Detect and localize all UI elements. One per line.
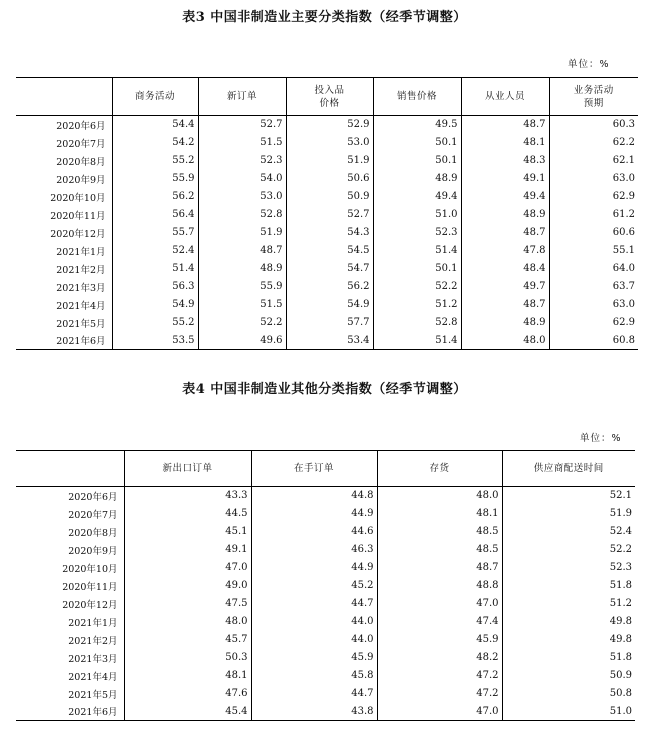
table-cell: 47.2 bbox=[377, 667, 502, 685]
table-cell: 56.3 bbox=[112, 278, 198, 296]
table-cell: 48.7 bbox=[461, 296, 549, 314]
table-cell: 45.7 bbox=[124, 631, 251, 649]
table-cell: 54.9 bbox=[286, 296, 373, 314]
table-row bbox=[16, 260, 638, 278]
table-cell: 48.0 bbox=[124, 613, 251, 631]
table-cell: 48.2 bbox=[377, 649, 502, 667]
table-cell: 50.3 bbox=[124, 649, 251, 667]
table-cell: 60.3 bbox=[549, 116, 638, 134]
row-month-label: 2021年2月 bbox=[56, 264, 106, 276]
table-row bbox=[16, 631, 635, 649]
row-month-label: 2020年10月 bbox=[62, 563, 118, 575]
table-cell: 43.8 bbox=[251, 703, 377, 721]
table-cell: 62.1 bbox=[549, 152, 638, 170]
table-cell: 48.7 bbox=[198, 242, 286, 260]
table-cell: 52.4 bbox=[112, 242, 198, 260]
table-cell: 51.9 bbox=[286, 152, 373, 170]
table-row bbox=[16, 703, 635, 721]
row-month-label: 2021年2月 bbox=[68, 635, 118, 647]
table-cell: 62.9 bbox=[549, 314, 638, 332]
table3-header-6-line1: 业务活动 bbox=[573, 84, 614, 96]
row-month-label: 2020年11月 bbox=[50, 210, 106, 222]
table-cell: 48.1 bbox=[461, 134, 549, 152]
table-row bbox=[16, 685, 635, 703]
table3-header-5-line1: 从业人员 bbox=[484, 91, 525, 102]
table-cell: 47.0 bbox=[124, 559, 251, 577]
table4-header-2 bbox=[251, 451, 377, 487]
table-cell: 51.4 bbox=[112, 260, 198, 278]
row-month-label: 2021年4月 bbox=[56, 300, 106, 312]
table-cell: 49.8 bbox=[502, 613, 635, 631]
table-cell: 48.0 bbox=[377, 487, 502, 505]
table4-header-3 bbox=[377, 451, 502, 487]
table-cell: 49.4 bbox=[373, 188, 461, 206]
table-row bbox=[16, 314, 638, 332]
table-cell: 53.0 bbox=[286, 134, 373, 152]
table4-header-4-line1: 供应商配送时间 bbox=[533, 463, 604, 474]
table-cell: 52.3 bbox=[373, 224, 461, 242]
row-month-label: 2021年5月 bbox=[68, 689, 118, 701]
table-cell: 44.0 bbox=[251, 631, 377, 649]
table-cell: 45.9 bbox=[377, 631, 502, 649]
table-cell: 55.2 bbox=[112, 152, 198, 170]
table-cell: 52.3 bbox=[198, 152, 286, 170]
table-cell: 48.7 bbox=[461, 116, 549, 134]
table-cell: 62.2 bbox=[549, 134, 638, 152]
table-row bbox=[16, 242, 638, 260]
row-month-label: 2020年10月 bbox=[50, 192, 106, 204]
table-cell: 50.1 bbox=[373, 260, 461, 278]
table-cell: 52.3 bbox=[502, 559, 635, 577]
table-cell: 44.9 bbox=[251, 559, 377, 577]
table3-unit: 单位：% bbox=[568, 59, 610, 70]
table-row bbox=[16, 523, 635, 541]
table-row bbox=[16, 649, 635, 667]
table-cell: 47.8 bbox=[461, 242, 549, 260]
table-cell: 54.0 bbox=[198, 170, 286, 188]
table3-header-3 bbox=[286, 78, 373, 116]
table-cell: 57.7 bbox=[286, 314, 373, 332]
table-cell: 52.2 bbox=[198, 314, 286, 332]
table3-header-1-line1: 商务活动 bbox=[134, 91, 175, 102]
table-cell: 52.7 bbox=[198, 116, 286, 134]
table-cell: 51.5 bbox=[198, 296, 286, 314]
table-cell: 51.0 bbox=[373, 206, 461, 224]
table-cell: 45.9 bbox=[251, 649, 377, 667]
table-cell: 46.3 bbox=[251, 541, 377, 559]
table-row bbox=[16, 613, 635, 631]
table-row bbox=[16, 296, 638, 314]
table4-unit: 单位：% bbox=[580, 433, 622, 444]
table-row bbox=[16, 559, 635, 577]
table-row bbox=[16, 206, 638, 224]
table-cell: 51.8 bbox=[502, 577, 635, 595]
table-cell: 63.0 bbox=[549, 170, 638, 188]
table-cell: 44.8 bbox=[251, 487, 377, 505]
table-cell: 44.0 bbox=[251, 613, 377, 631]
table-cell: 52.8 bbox=[198, 206, 286, 224]
table-cell: 47.0 bbox=[377, 595, 502, 613]
table3-header-0 bbox=[16, 78, 112, 116]
table4-header-3-line1: 存货 bbox=[429, 463, 450, 474]
table-cell: 48.8 bbox=[377, 577, 502, 595]
table3-header-1 bbox=[112, 78, 198, 116]
row-month-label: 2020年7月 bbox=[56, 138, 106, 150]
row-month-label: 2020年8月 bbox=[68, 527, 118, 539]
table-row bbox=[16, 134, 638, 152]
table-row bbox=[16, 577, 635, 595]
row-month-label: 2020年6月 bbox=[68, 491, 118, 503]
table-cell: 61.2 bbox=[549, 206, 638, 224]
table-cell: 44.9 bbox=[251, 505, 377, 523]
table4-header-1-line1: 新出口订单 bbox=[162, 463, 213, 474]
table-cell: 54.2 bbox=[112, 134, 198, 152]
table-cell: 45.2 bbox=[251, 577, 377, 595]
table-cell: 63.0 bbox=[549, 296, 638, 314]
table-cell: 49.4 bbox=[461, 188, 549, 206]
table-cell: 56.4 bbox=[112, 206, 198, 224]
table-cell: 48.4 bbox=[461, 260, 549, 278]
table-cell: 48.5 bbox=[377, 541, 502, 559]
row-month-label: 2020年9月 bbox=[68, 545, 118, 557]
table3-title: 表3 中国非制造业主要分类指数（经季节调整） bbox=[182, 10, 467, 25]
table-cell: 48.9 bbox=[373, 170, 461, 188]
table-cell: 51.4 bbox=[373, 242, 461, 260]
table-cell: 50.9 bbox=[286, 188, 373, 206]
table-cell: 48.9 bbox=[461, 206, 549, 224]
table-row bbox=[16, 541, 635, 559]
table-cell: 60.6 bbox=[549, 224, 638, 242]
row-month-label: 2021年6月 bbox=[16, 703, 124, 721]
table-row bbox=[16, 170, 638, 188]
table-cell: 54.3 bbox=[286, 224, 373, 242]
table-cell: 48.3 bbox=[461, 152, 549, 170]
table-cell: 51.9 bbox=[502, 505, 635, 523]
table-cell: 51.2 bbox=[373, 296, 461, 314]
row-month-label: 2020年11月 bbox=[62, 581, 118, 593]
table-cell: 47.2 bbox=[377, 685, 502, 703]
table-cell: 49.5 bbox=[373, 116, 461, 134]
table-cell: 51.2 bbox=[502, 595, 635, 613]
table-cell: 44.5 bbox=[124, 505, 251, 523]
table-cell: 54.9 bbox=[112, 296, 198, 314]
table-cell: 43.3 bbox=[124, 487, 251, 505]
table-row bbox=[16, 595, 635, 613]
table4-header-4 bbox=[502, 451, 635, 487]
table-cell: 51.5 bbox=[198, 134, 286, 152]
table-cell: 49.6 bbox=[198, 332, 286, 350]
table-cell: 48.7 bbox=[461, 224, 549, 242]
table-cell: 53.0 bbox=[198, 188, 286, 206]
table-cell: 54.4 bbox=[112, 116, 198, 134]
table-row bbox=[16, 278, 638, 296]
table3-header-6-line2: 预期 bbox=[583, 97, 604, 109]
table-cell: 62.9 bbox=[549, 188, 638, 206]
table-cell: 44.7 bbox=[251, 685, 377, 703]
table-cell: 54.7 bbox=[286, 260, 373, 278]
table-cell: 55.9 bbox=[112, 170, 198, 188]
table-cell: 49.1 bbox=[124, 541, 251, 559]
table-cell: 63.7 bbox=[549, 278, 638, 296]
table-cell: 48.9 bbox=[461, 314, 549, 332]
row-month-label: 2020年12月 bbox=[62, 599, 118, 611]
table4-header-1 bbox=[124, 451, 251, 487]
table-cell: 48.7 bbox=[377, 559, 502, 577]
row-month-label: 2021年1月 bbox=[56, 246, 106, 258]
row-month-label: 2021年1月 bbox=[68, 617, 118, 629]
table-cell: 48.9 bbox=[198, 260, 286, 278]
table3-header-5 bbox=[461, 78, 549, 116]
table-cell: 51.9 bbox=[198, 224, 286, 242]
table-cell: 49.8 bbox=[502, 631, 635, 649]
row-month-label: 2021年6月 bbox=[16, 332, 112, 350]
table-row bbox=[16, 667, 635, 685]
table-cell: 50.6 bbox=[286, 170, 373, 188]
row-month-label: 2021年4月 bbox=[68, 671, 118, 683]
table-cell: 52.4 bbox=[502, 523, 635, 541]
table3-header-3-line1: 投入品 bbox=[314, 84, 345, 96]
table3-header-4-line1: 销售价格 bbox=[396, 91, 437, 102]
table-cell: 49.7 bbox=[461, 278, 549, 296]
table3-header-6 bbox=[549, 78, 638, 116]
table-cell: 44.7 bbox=[251, 595, 377, 613]
table3-header-2-line1: 新订单 bbox=[226, 91, 257, 102]
table-cell: 51.4 bbox=[373, 332, 461, 350]
table-cell: 52.1 bbox=[502, 487, 635, 505]
table-row bbox=[16, 487, 635, 505]
table-cell: 47.4 bbox=[377, 613, 502, 631]
table-cell: 55.9 bbox=[198, 278, 286, 296]
table-cell: 47.5 bbox=[124, 595, 251, 613]
row-month-label: 2020年8月 bbox=[56, 156, 106, 168]
table-cell: 51.8 bbox=[502, 649, 635, 667]
table-cell: 45.1 bbox=[124, 523, 251, 541]
table3 bbox=[16, 77, 638, 350]
row-month-label: 2021年3月 bbox=[68, 653, 118, 665]
table-row bbox=[16, 224, 638, 242]
row-month-label: 2020年7月 bbox=[68, 509, 118, 521]
table-cell: 45.4 bbox=[124, 703, 251, 721]
table-cell: 51.0 bbox=[502, 703, 635, 721]
table-cell: 49.0 bbox=[124, 577, 251, 595]
table-cell: 47.0 bbox=[377, 703, 502, 721]
table-cell: 50.9 bbox=[502, 667, 635, 685]
table-cell: 64.0 bbox=[549, 260, 638, 278]
table-cell: 60.8 bbox=[549, 332, 638, 350]
table-cell: 48.1 bbox=[377, 505, 502, 523]
table-row bbox=[16, 116, 638, 134]
table-cell: 45.8 bbox=[251, 667, 377, 685]
table-cell: 52.7 bbox=[286, 206, 373, 224]
table-cell: 44.6 bbox=[251, 523, 377, 541]
table3-header-3-line2: 价格 bbox=[319, 97, 340, 109]
row-month-label: 2020年6月 bbox=[56, 120, 106, 132]
table-row bbox=[16, 152, 638, 170]
row-month-label: 2021年3月 bbox=[56, 282, 106, 294]
table-cell: 56.2 bbox=[286, 278, 373, 296]
table-cell: 53.4 bbox=[286, 332, 373, 350]
table-cell: 48.5 bbox=[377, 523, 502, 541]
table-cell: 55.1 bbox=[549, 242, 638, 260]
table-cell: 55.2 bbox=[112, 314, 198, 332]
table-row bbox=[16, 332, 638, 350]
row-month-label: 2020年9月 bbox=[56, 174, 106, 186]
table-cell: 52.2 bbox=[373, 278, 461, 296]
table4-title: 表4 中国非制造业其他分类指数（经季节调整） bbox=[182, 382, 467, 397]
table-cell: 56.2 bbox=[112, 188, 198, 206]
table-cell: 52.8 bbox=[373, 314, 461, 332]
table4-header-2-line1: 在手订单 bbox=[293, 463, 334, 474]
table-cell: 50.1 bbox=[373, 134, 461, 152]
table-cell: 50.8 bbox=[502, 685, 635, 703]
table-cell: 54.5 bbox=[286, 242, 373, 260]
table-cell: 55.7 bbox=[112, 224, 198, 242]
table3-header-4 bbox=[373, 78, 461, 116]
table3-header-2 bbox=[198, 78, 286, 116]
table-cell: 49.1 bbox=[461, 170, 549, 188]
table4 bbox=[16, 450, 635, 721]
table-cell: 48.1 bbox=[124, 667, 251, 685]
table-cell: 53.5 bbox=[112, 332, 198, 350]
row-month-label: 2020年12月 bbox=[50, 228, 106, 240]
table-cell: 52.2 bbox=[502, 541, 635, 559]
table-cell: 50.1 bbox=[373, 152, 461, 170]
table-row bbox=[16, 505, 635, 523]
table4-header-0 bbox=[16, 451, 124, 487]
table-row bbox=[16, 188, 638, 206]
row-month-label: 2021年5月 bbox=[56, 318, 106, 330]
table-cell: 48.0 bbox=[461, 332, 549, 350]
table-cell: 47.6 bbox=[124, 685, 251, 703]
table-cell: 52.9 bbox=[286, 116, 373, 134]
